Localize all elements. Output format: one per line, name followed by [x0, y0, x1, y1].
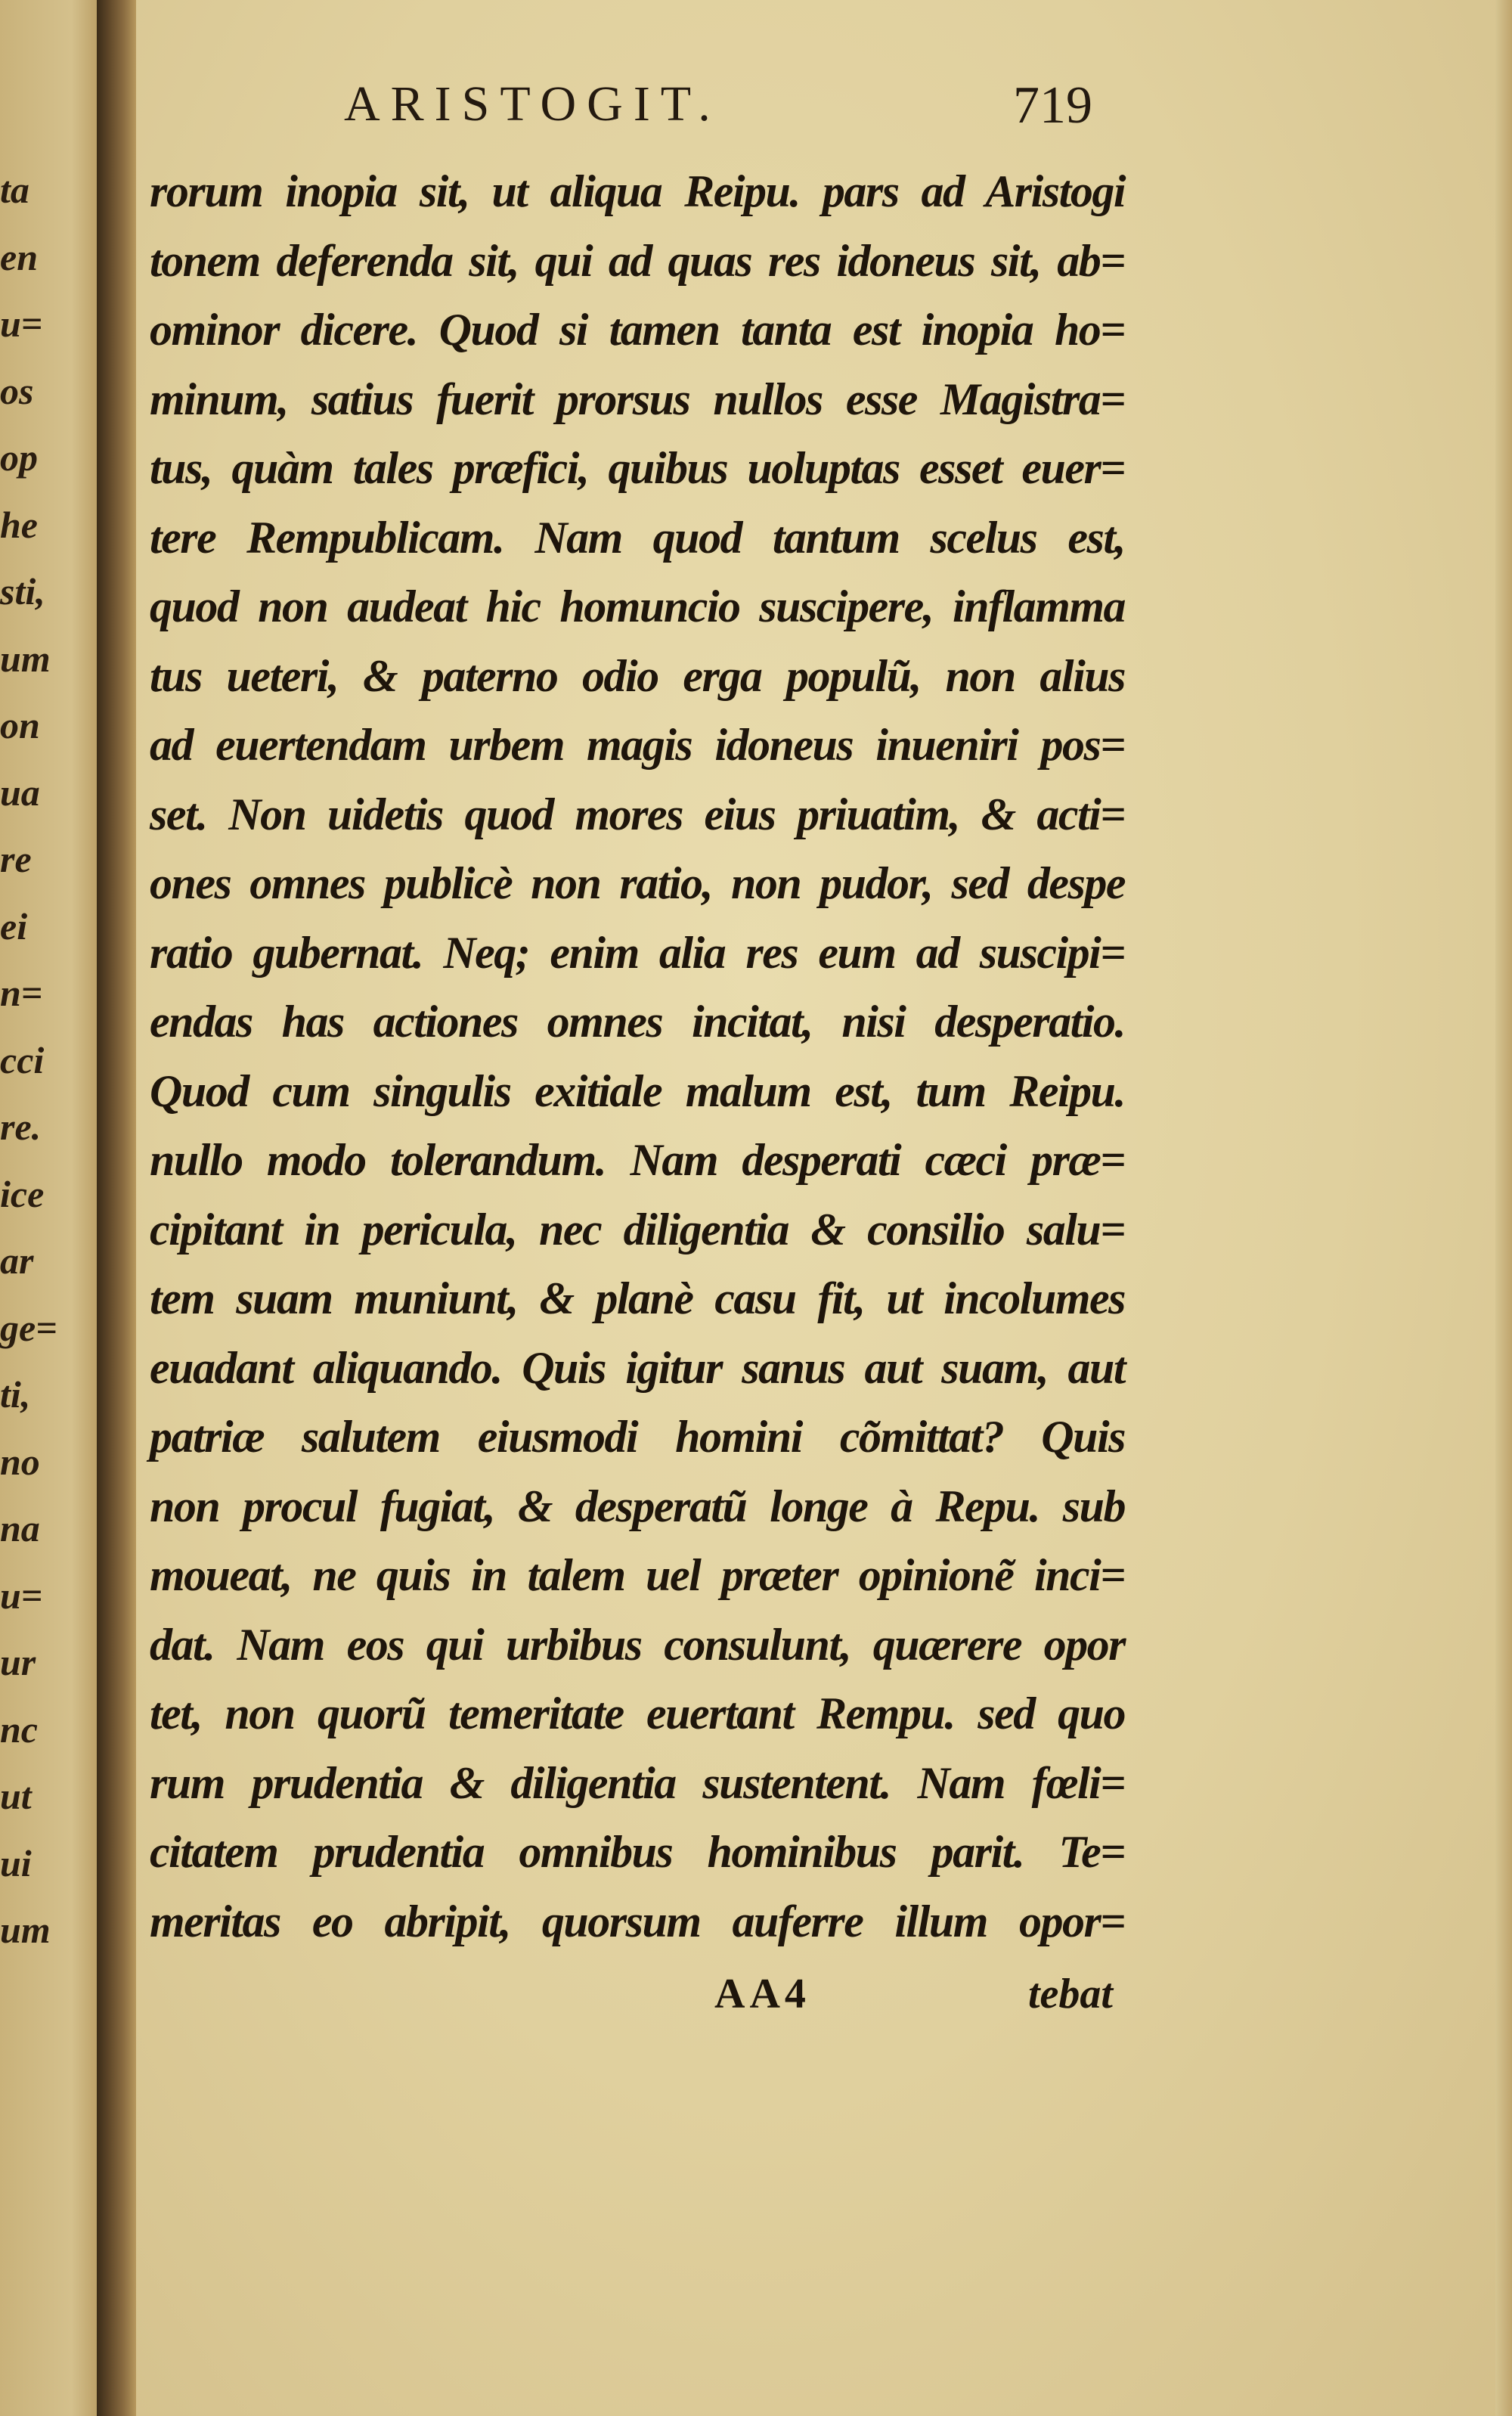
left-page-edge: [0, 0, 102, 2416]
text-line: tus, quàm tales præfici, quibus uoluptas esset euer=: [150, 443, 1125, 493]
facing-page-fragment: ut: [0, 1775, 32, 1817]
facing-page-fragment: ei: [0, 904, 28, 947]
facing-page-fragment: en: [0, 235, 38, 278]
facing-page-fragment: ua: [0, 771, 40, 814]
text-line: rum prudentia & diligentia sustentent. Nam fœli=: [150, 1757, 1125, 1808]
page-number: 719: [1013, 76, 1092, 135]
catchword: tebat: [1028, 1971, 1113, 2017]
facing-page-fragment: no: [0, 1440, 40, 1483]
text-line: tem suam muniunt, & planè casu fit, ut incolumes: [150, 1273, 1125, 1323]
facing-page-fragment: ge=: [0, 1306, 57, 1349]
facing-page-fragment: op: [0, 436, 38, 479]
text-line: patriæ salutem eiusmodi homini cõmittat? Quis: [150, 1412, 1125, 1462]
book-gutter: [97, 0, 136, 2416]
text-line: rorum inopia sit, ut aliqua Reipu. pars ad Aristogi: [150, 166, 1125, 216]
text-line: tonem deferenda sit, qui ad quas res idoneus sit, ab=: [150, 235, 1125, 286]
text-line: cipitant in pericula, nec diligentia & consilio salu=: [150, 1204, 1125, 1255]
facing-page-fragment: u=: [0, 302, 43, 345]
facing-page-fragment: um: [0, 1909, 51, 1951]
text-line: euadant aliquando. Quis igitur sanus aut suam, aut: [150, 1342, 1125, 1393]
text-line: tet, non quorũ temeritate euertant Rempu. sed quo: [150, 1689, 1125, 1738]
text-line: non procul fugiat, & desperatũ longe à Repu. sub: [150, 1481, 1125, 1531]
facing-page-fragment: re.: [0, 1106, 42, 1148]
text-line: Quod cum singulis exitiale malum est, tum Reipu.: [150, 1065, 1125, 1116]
facing-page-fragment: on: [0, 704, 40, 746]
text-line: meritas eo abripit, quorsum auferre illum opor=: [150, 1896, 1125, 1946]
page-edge: [1495, 0, 1512, 2416]
facing-page-fragment: cci: [0, 1038, 45, 1081]
facing-page-fragment: re: [0, 838, 32, 880]
text-line: ominor dicere. Quod si tamen tanta est inopia ho=: [150, 305, 1125, 355]
facing-page-fragment: um: [0, 637, 51, 680]
text-line: endas has actiones omnes incitat, nisi desperatio.: [150, 997, 1125, 1047]
facing-page-fragment: ar: [0, 1239, 34, 1282]
facing-page-fragment: na: [0, 1507, 40, 1549]
facing-page-fragment: he: [0, 503, 38, 546]
text-line: moueat, ne quis in talem uel præter opinionẽ inci=: [150, 1550, 1125, 1600]
text-line: quod non audeat hic homuncio suscipere, inflamma: [150, 582, 1125, 631]
text-line: nullo modo tolerandum. Nam desperati cæci præ=: [150, 1135, 1125, 1185]
facing-page-fragment: ta: [0, 169, 29, 211]
text-line: tere Rempublicam. Nam quod tantum scelus est,: [150, 512, 1125, 563]
text-line: tus ueteri, & paterno odio erga populũ, non alius: [150, 650, 1125, 701]
facing-page-fragment: ur: [0, 1641, 36, 1683]
facing-page-fragment: u=: [0, 1574, 43, 1617]
text-line: ones omnes publicè non ratio, non pudor, sed despe: [150, 858, 1125, 908]
text-line: minum, satius fuerit prorsus nullos esse Magistra=: [150, 374, 1125, 424]
text-line: dat. Nam eos qui urbibus consulunt, quærere opor: [150, 1619, 1125, 1670]
text-line: citatem prudentia omnibus hominibus parit. Te=: [150, 1827, 1125, 1877]
facing-page-fragment: os: [0, 369, 34, 412]
text-line: set. Non uidetis quod mores eius priuatim, & acti=: [150, 789, 1125, 839]
facing-page-fragment: ice: [0, 1172, 45, 1215]
facing-page-fragment: ui: [0, 1841, 32, 1884]
facing-page-fragment: nc: [0, 1707, 38, 1751]
text-line: ratio gubernat. Neq; enim alia res eum ad suscipi=: [150, 927, 1125, 978]
signature-mark: AA4: [714, 1971, 810, 2017]
text-line: ad euertendam urbem magis idoneus inueniri pos=: [150, 720, 1125, 770]
facing-page-fragment: ti,: [0, 1373, 31, 1416]
facing-page-fragment: n=: [0, 972, 43, 1014]
facing-page-fragment: sti,: [0, 570, 45, 613]
running-title: ARISTOGIT.: [344, 76, 721, 132]
